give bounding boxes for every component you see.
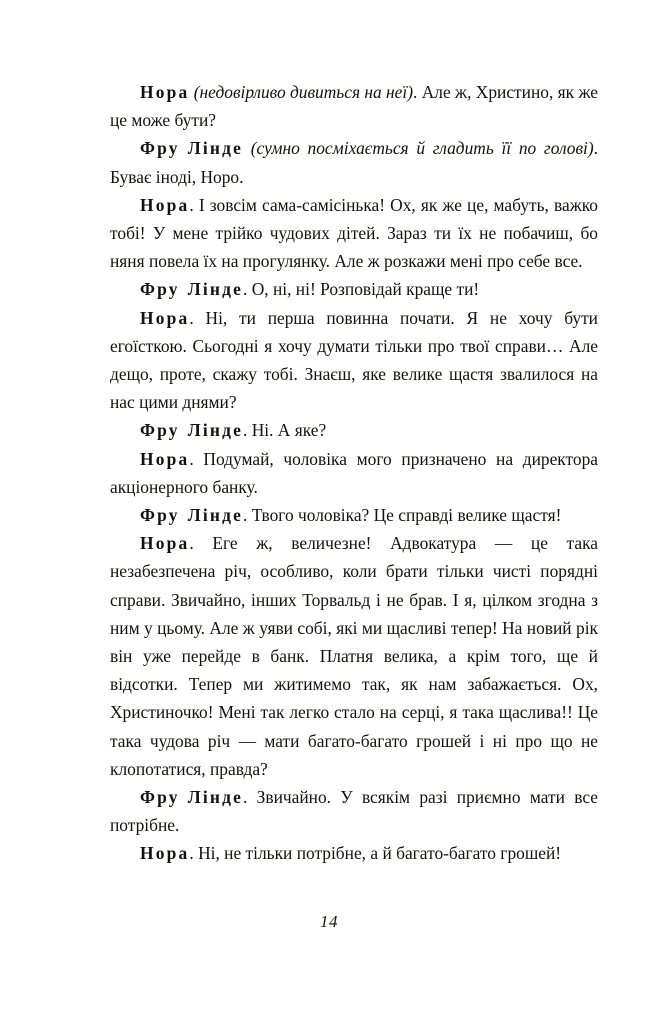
speech-text: Звичайно. У всякім разі приємно мати все потрібне. [110,787,598,836]
speech-text: Буває іноді, Норо. [110,166,244,187]
speaker-name: Нора [140,82,190,102]
speech-text: І зовсім сама-самісінька! Ох, як же це, мабуть, важко тобі! У мене трійко чудових дітей. Зараз ти їх не побачиш, бо няня повела їх на прогулянку. Але ж розкажи мені про себе все. [110,194,598,272]
speaker-name [140,420,243,440]
speech-separator: . [243,505,252,526]
speaker-name-last: Лінде [187,505,244,526]
speaker-name: Нора [140,843,190,864]
dialogue-paragraph [110,304,598,417]
dialogue-paragraph [110,783,598,839]
speaker-name-first: Фру [140,279,180,300]
dialogue-paragraph [110,134,598,190]
speaker-name: Нора [140,533,190,554]
speaker-name [140,505,243,525]
speech-separator: . [189,448,204,469]
speech-separator: . [593,138,598,159]
speaker-name-first: Фру [140,787,180,808]
page-text-column [110,78,598,868]
speaker-name: Нора [140,194,190,215]
speaker-name [140,138,243,158]
speaker-name-first: Фру [140,505,180,526]
speech-text: Еге ж, величезне! Адвокатура — це така незабезпечена річ, особливо, коли брати тільки чисті порядні справи. Звичайно, інших Торвальд і не брав. І я, цілком згодна з ним у цьому. Але ж уяви собі, які ми щасливі тепер! На новий рік він уже перейде в банк. Платня велика, а крім того, ще й відсотки. Тепер ми житимемо так, як нам забажається. Ох, Христиночко! Мені так легко стало на серці, я така щаслива!! Це така чудова річ — мати багато-багато грошей і ні про що не клопотатися, правда? [110,533,598,779]
dialogue-paragraph [110,191,598,276]
stage-direction: (сумно посміхається й гладить її по голові) [250,138,594,159]
speech-text: О, ні, ні! Розповідай краще ти! [251,279,480,300]
speech-separator: . [189,843,199,864]
speaker-name-first: Фру [140,420,180,441]
speaker-name-last: Лінде [187,420,244,441]
speaker-spacer [243,138,251,158]
speaker-name: Нора [140,448,190,469]
speaker-name: Нора [140,307,190,328]
speech-separator: . [189,307,206,328]
speaker-name-last: Лінде [187,279,244,300]
speech-text: Твого чоловіка? Це справді велике щастя! [251,505,562,526]
dialogue-paragraph [110,839,598,867]
speech-separator: . [189,194,199,215]
speech-separator: . [243,787,257,808]
dialogue-paragraph [110,445,598,501]
speaker-name-last: Лінде [187,787,244,808]
speech-text: Подумай, чоловіка мого призначено на директора акціонерного банку. [110,448,598,497]
speaker-name-first: Фру [140,138,180,159]
speech-separator: . [413,82,422,102]
dialogue-paragraph [110,275,598,303]
speech-text: Ні, ти перша повинна почати. Я не хочу бути егоїсткою. Сьогодні я хочу думати тільки про твої справи… Але дещо, проте, скажу тобі. Знаєш, яке велике щастя звалилося на нас цими днями? [110,307,598,413]
dialogue-paragraph [110,501,598,529]
speech-text: Ні, не тільки потрібне, а й багато-багато грошей! [198,843,562,864]
speech-separator: . [243,420,252,441]
page-number: 14 [320,912,338,931]
speech-text: Ні. А яке? [251,420,327,441]
dialogue-paragraph [110,78,598,134]
speaker-name-last: Лінде [187,138,244,159]
speaker-name [140,787,243,807]
speaker-name [140,279,243,299]
dialogue-paragraph [110,416,598,444]
speech-separator: . [243,279,252,300]
stage-direction: (недовірливо дивиться на неї) [193,82,414,102]
speech-separator: . [189,533,213,554]
dialogue-paragraph [110,529,598,783]
speech-text: Але ж, Христино, як же це може бути? [110,82,598,131]
